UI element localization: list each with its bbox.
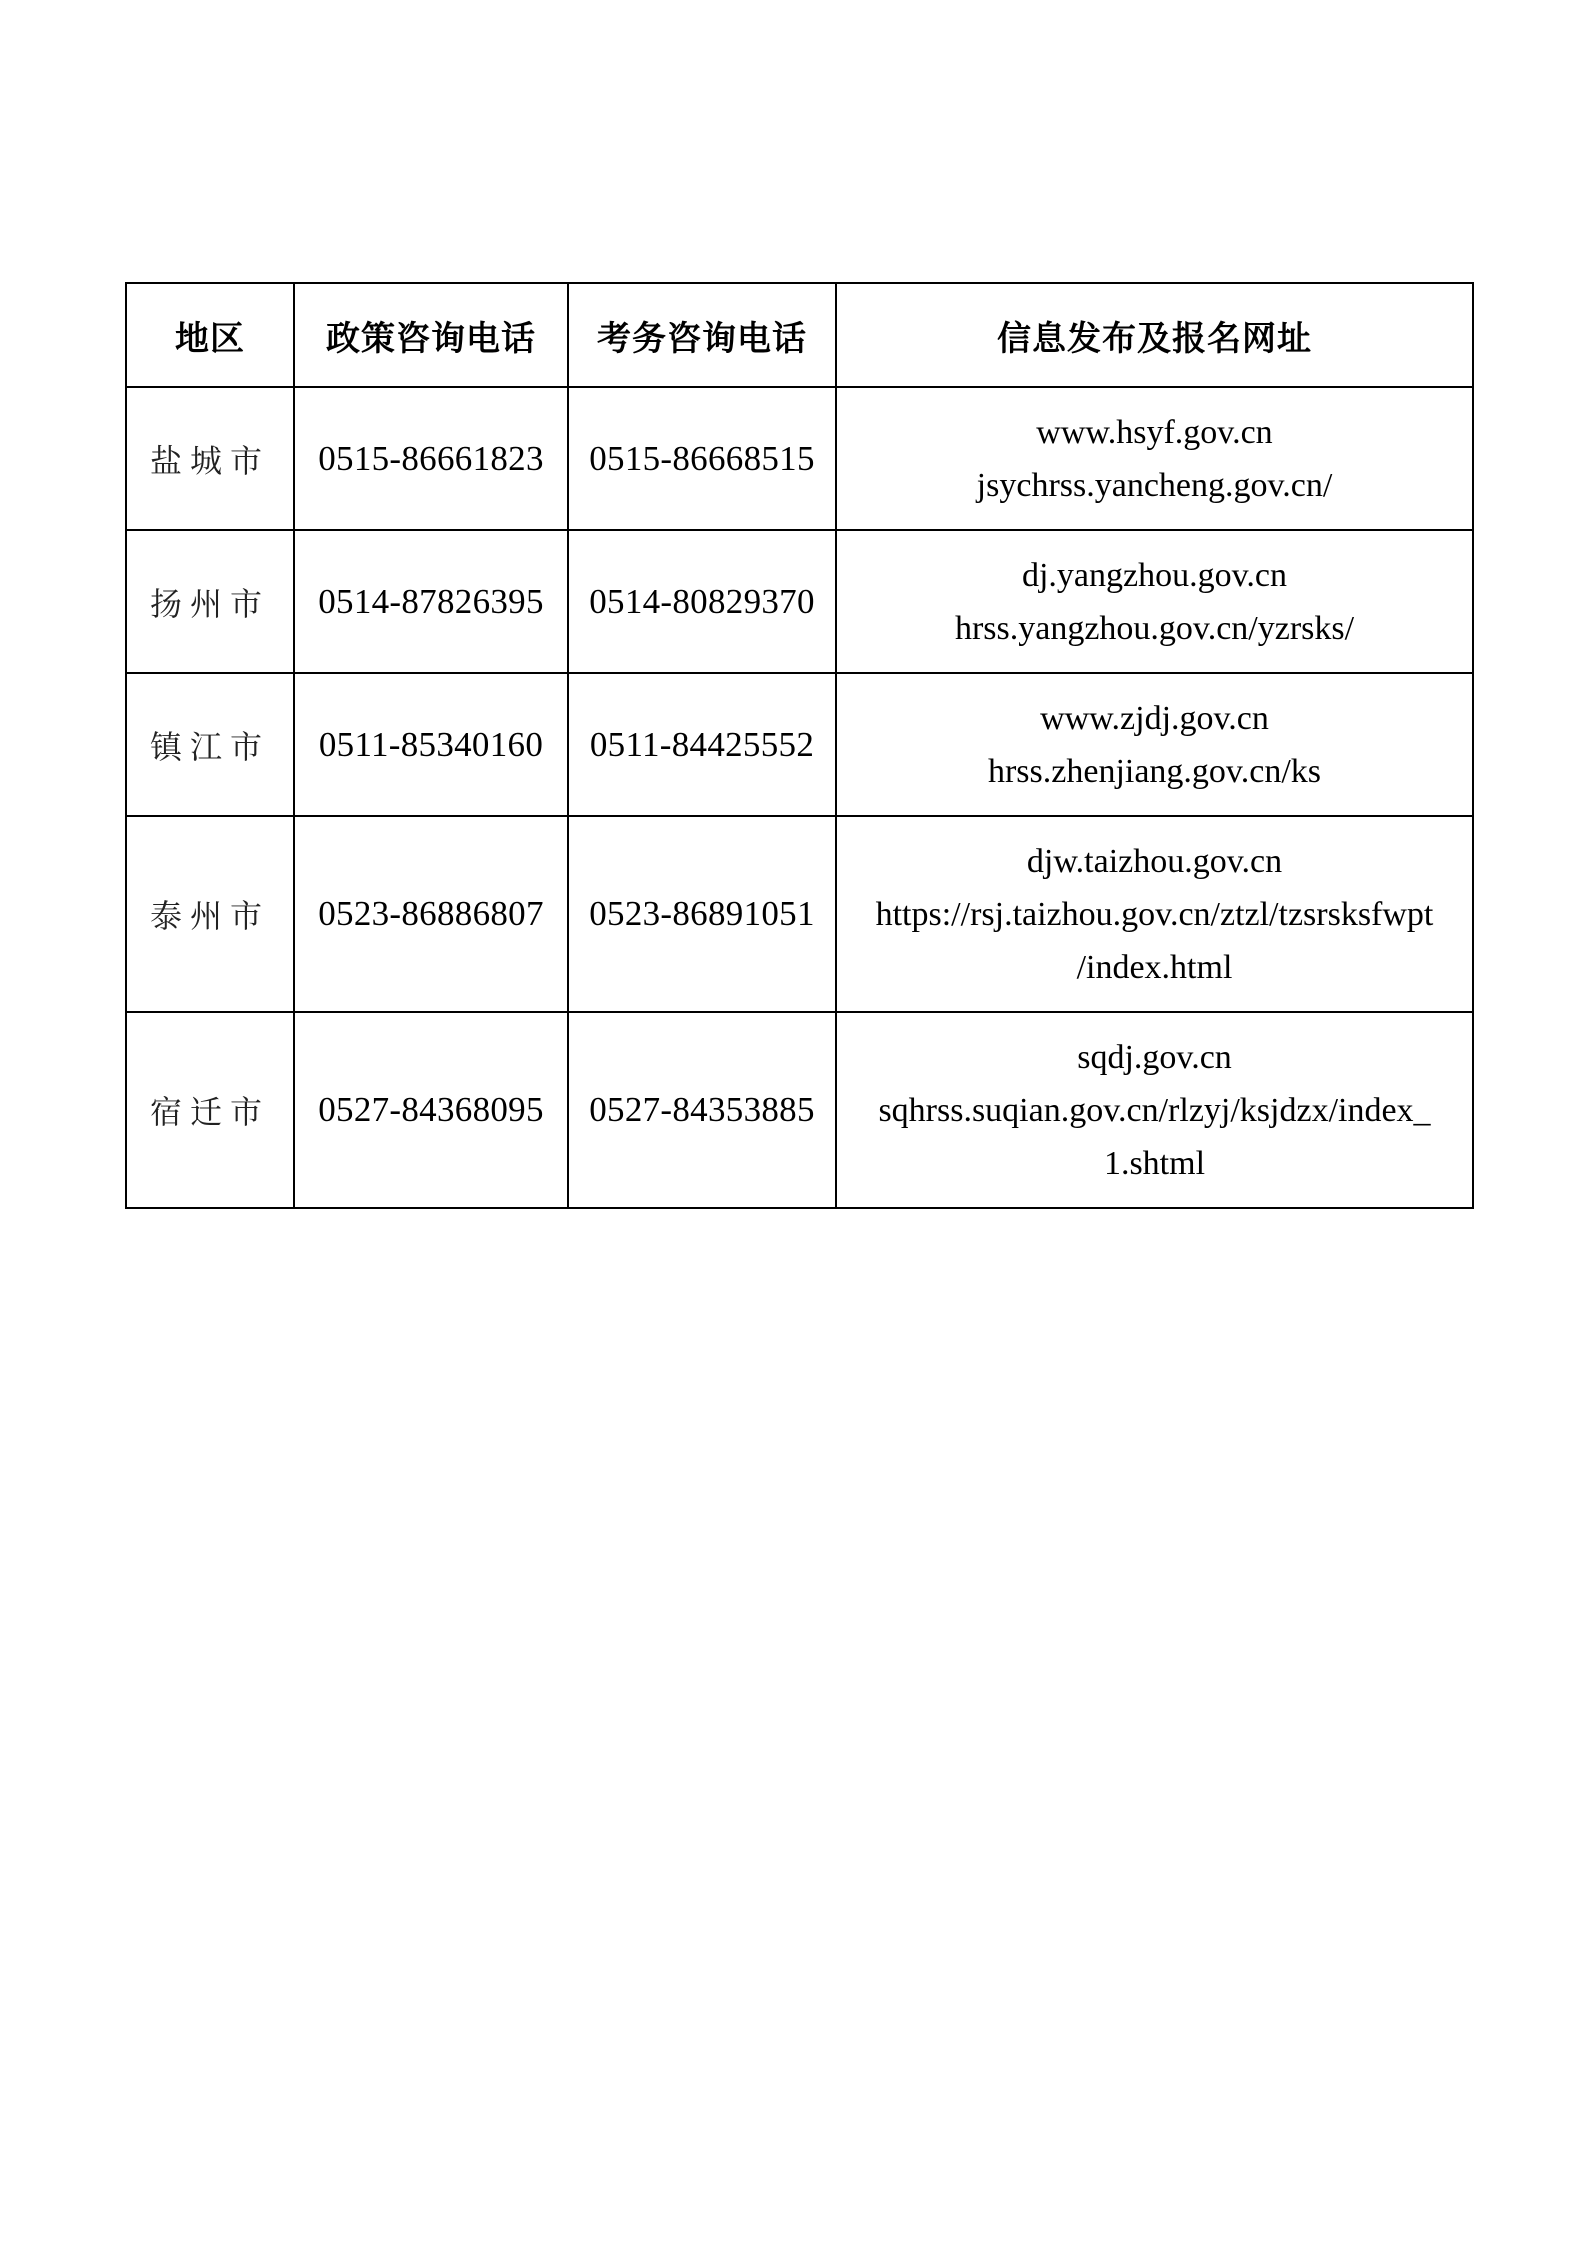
website-line: www.hsyf.gov.cn [1036, 413, 1273, 451]
exam-phone-cell: 0523-86891051 [568, 816, 836, 1012]
website-cell [836, 673, 1473, 816]
table-row [126, 673, 1473, 816]
policy-phone-cell: 0515-86661823 [294, 387, 568, 530]
website-cell [836, 530, 1473, 673]
website-line: dj.yangzhou.gov.cn [1021, 556, 1287, 594]
website-line: www.zjdj.gov.cn [1040, 699, 1269, 737]
website-line: sqdj.gov.cn [1077, 1038, 1232, 1076]
header-exam-phone: 考务咨询电话 [568, 283, 836, 387]
table-row [126, 530, 1473, 673]
table-row [126, 1012, 1473, 1208]
table-row [126, 816, 1473, 1012]
contact-table [125, 282, 1474, 1209]
website-line: /index.html [1076, 948, 1233, 986]
policy-phone-cell: 0514-87826395 [294, 530, 568, 673]
header-website: 信息发布及报名网址 [836, 283, 1473, 387]
region-cell: 盐城市 [126, 387, 294, 530]
website-line: jsychrss.yancheng.gov.cn/ [976, 466, 1333, 504]
table-header-row [126, 283, 1473, 387]
region-cell: 扬州市 [126, 530, 294, 673]
website-line: 1.shtml [1103, 1144, 1206, 1182]
website-line: https://rsj.taizhou.gov.cn/ztzl/tzsrsksfwpt [875, 895, 1434, 933]
website-line: sqhrss.suqian.gov.cn/rlzyj/ksjdzx/index_ [878, 1091, 1431, 1129]
exam-phone-cell: 0515-86668515 [568, 387, 836, 530]
exam-phone-cell: 0527-84353885 [568, 1012, 836, 1208]
website-cell [836, 1012, 1473, 1208]
website-cell [836, 816, 1473, 1012]
website-line: hrss.zhenjiang.gov.cn/ks [987, 752, 1321, 790]
website-cell [836, 387, 1473, 530]
region-cell: 宿迁市 [126, 1012, 294, 1208]
website-line: hrss.yangzhou.gov.cn/yzrsks/ [954, 609, 1355, 647]
region-cell: 泰州市 [126, 816, 294, 1012]
policy-phone-cell: 0527-84368095 [294, 1012, 568, 1208]
exam-phone-cell: 0511-84425552 [568, 673, 836, 816]
header-region: 地区 [126, 283, 294, 387]
header-policy-phone: 政策咨询电话 [294, 283, 568, 387]
policy-phone-cell: 0511-85340160 [294, 673, 568, 816]
exam-phone-cell: 0514-80829370 [568, 530, 836, 673]
policy-phone-cell: 0523-86886807 [294, 816, 568, 1012]
region-cell: 镇江市 [126, 673, 294, 816]
table-row [126, 387, 1473, 530]
website-line: djw.taizhou.gov.cn [1026, 842, 1283, 880]
